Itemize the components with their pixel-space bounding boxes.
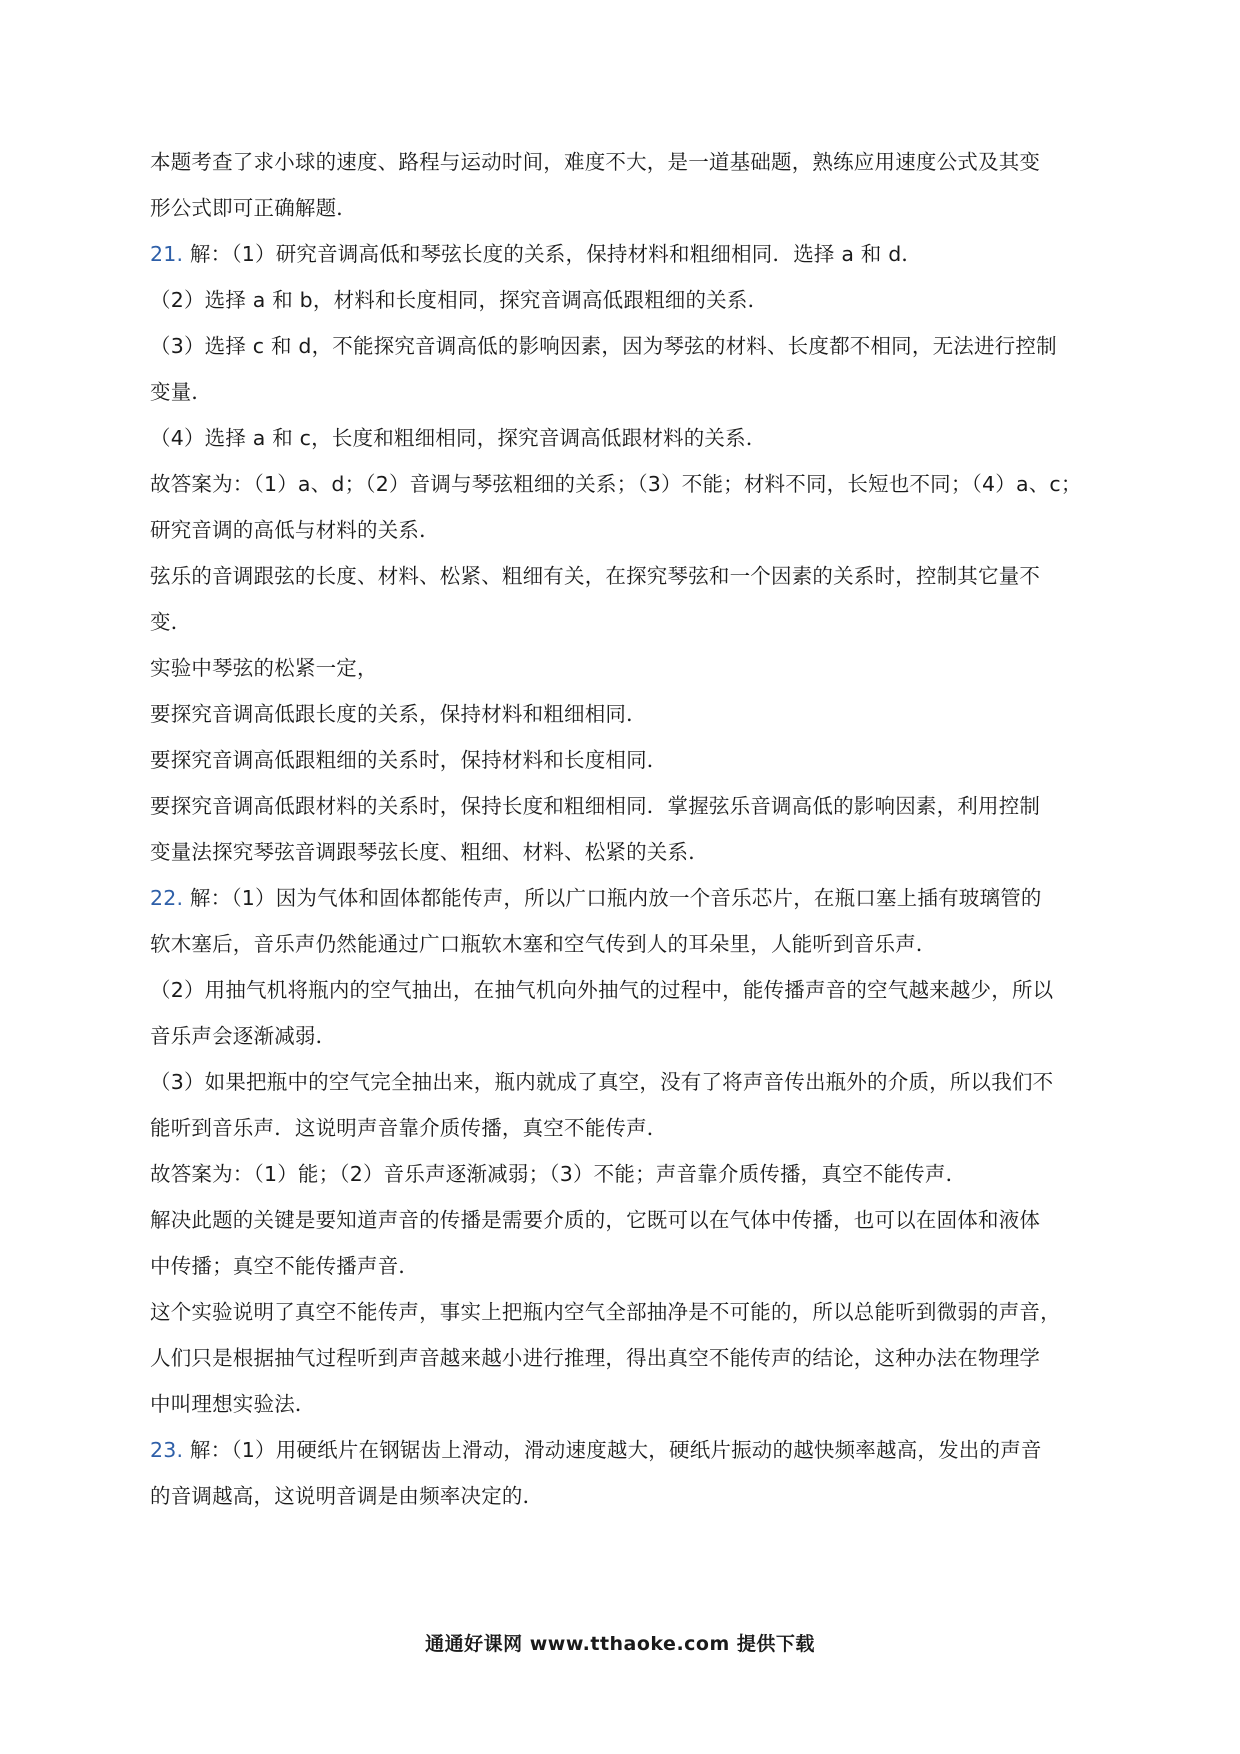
question-text: 解：（1）研究音调高低和琴弦长度的关系，保持材料和粗细相同．选择 a 和 d． [183,242,923,266]
text-line: 要探究音调高低跟材料的关系时，保持长度和粗细相同．掌握弦乐音调高低的影响因素，利用控制 [150,794,1041,818]
text-line: 变量法探究琴弦音调跟琴弦长度、粗细、材料、松紧的关系． [150,840,709,864]
text-line: 中叫理想实验法． [150,1392,316,1416]
page-footer: 通通好课网 www.tthaoke.com 提供下载 [425,1633,815,1655]
question-21-header [150,242,1095,267]
question-number: 22. [150,886,184,910]
text-line: 这个实验说明了真空不能传声，事实上把瓶内空气全部抽净是不可能的，所以总能听到微弱的声音， [150,1300,1061,1324]
question-text: 解：（1）因为气体和固体都能传声，所以广口瓶内放一个音乐芯片，在瓶口塞上插有玻璃管的 [183,886,1042,910]
answer-line: 故答案为：（1）a、d；（2）音调与琴弦粗细的关系；（3）不能；材料不同，长短也不同；（4）a、c； [150,472,1082,496]
question-number: 23. [150,1438,184,1462]
text-line: 要探究音调高低跟粗细的关系时，保持材料和长度相同． [150,748,668,772]
text-line: 中传播；真空不能传播声音． [150,1254,420,1278]
answer-line: 故答案为：（1）能；（2）音乐声逐渐减弱；（3）不能；声音靠介质传播，真空不能传声． [150,1162,967,1186]
answer-content [150,150,1095,1530]
text-line: （4）选择 a 和 c，长度和粗细相同，探究音调高低跟材料的关系． [150,426,767,450]
text-line: （2）用抽气机将瓶内的空气抽出，在抽气机向外抽气的过程中，能传播声音的空气越来越少，所以 [150,978,1054,1002]
text-line: （3）如果把瓶中的空气完全抽出来，瓶内就成了真空，没有了将声音传出瓶外的介质，所以我们不 [150,1070,1054,1094]
text-line: 研究音调的高低与材料的关系． [150,518,440,542]
text-line: 实验中琴弦的松紧一定， [150,656,378,680]
question-22-header [150,886,1095,911]
text-line: 本题考查了求小球的速度、路程与运动时间，难度不大，是一道基础题，熟练应用速度公式及其变 [150,150,1041,174]
text-line: （3）选择 c 和 d，不能探究音调高低的影响因素，因为琴弦的材料、长度都不相同，无法进行控制 [150,334,1057,358]
text-line: （2）选择 a 和 b，材料和长度相同，探究音调高低跟粗细的关系． [150,288,769,312]
text-line: 的音调越高，这说明音调是由频率决定的． [150,1484,544,1508]
question-text: 解：（1）用硬纸片在钢锯齿上滑动，滑动速度越大，硬纸片振动的越快频率越高，发出的声音 [183,1438,1042,1462]
text-line: 要探究音调高低跟长度的关系，保持材料和粗细相同． [150,702,647,726]
text-line: 变量． [150,380,213,404]
question-number: 21. [150,242,184,266]
text-line: 解决此题的关键是要知道声音的传播是需要介质的，它既可以在气体中传播，也可以在固体和液体 [150,1208,1041,1232]
text-line: 弦乐的音调跟弦的长度、材料、松紧、粗细有关，在探究琴弦和一个因素的关系时，控制其它量不 [150,564,1041,588]
text-line: 软木塞后，音乐声仍然能通过广口瓶软木塞和空气传到人的耳朵里，人能听到音乐声． [150,932,937,956]
text-line: 人们只是根据抽气过程听到声音越来越小进行推理，得出真空不能传声的结论，这种办法在物理学 [150,1346,1041,1370]
text-line: 能听到音乐声．这说明声音靠介质传播，真空不能传声． [150,1116,668,1140]
text-line: 变． [150,610,192,634]
question-23-header [150,1438,1095,1463]
text-line: 音乐声会逐渐减弱． [150,1024,337,1048]
text-line: 形公式即可正确解题． [150,196,357,220]
